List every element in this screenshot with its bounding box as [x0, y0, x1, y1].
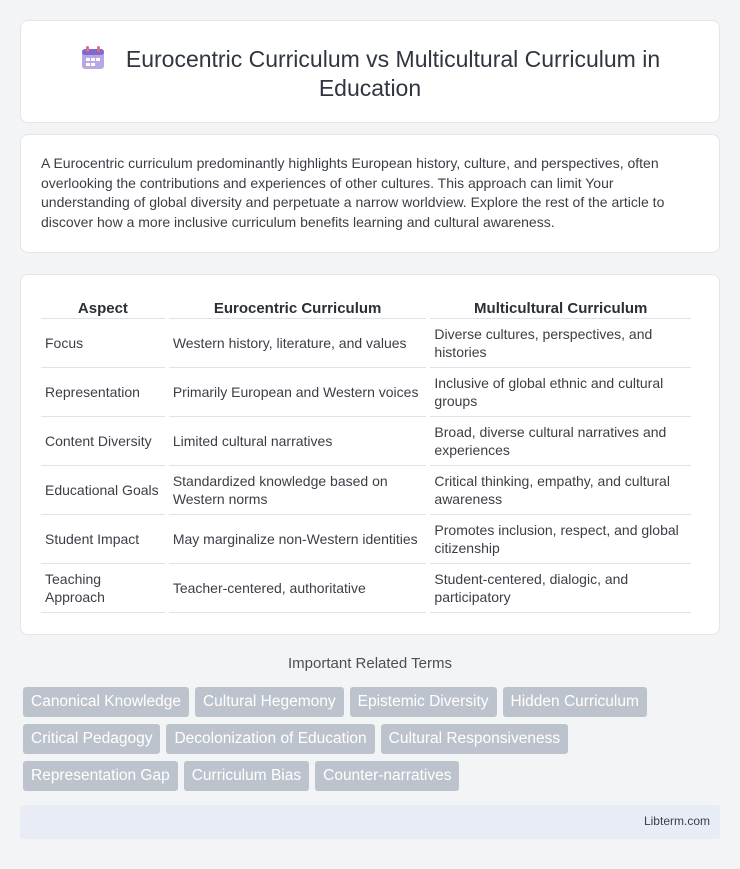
related-term-tag[interactable]: Cultural Responsiveness [381, 724, 568, 754]
column-header-aspect: Aspect [41, 295, 165, 319]
calendar-icon [80, 45, 106, 71]
intro-paragraph: A Eurocentric curriculum predominantly highlights European history, culture, and perspectives, often overlooking the contributions and experiences of other cultures. This approach can limit Your understanding of global diversity and perpetuate a narrow worldview. Explore the rest of the article to discover how a more inclusive curriculum benefits learning and cultural awareness. [41, 155, 665, 230]
related-terms-row [23, 724, 703, 754]
comparison-table-card [20, 274, 720, 635]
table-row [41, 515, 691, 564]
related-terms-row [23, 761, 703, 791]
table-row [41, 368, 691, 417]
table-cell-multicultural: Student-centered, dialogic, and participatory [430, 564, 691, 613]
table-cell-aspect: Student Impact [41, 515, 165, 564]
related-term-tag[interactable]: Hidden Curriculum [503, 687, 647, 717]
table-cell-multicultural: Diverse cultures, perspectives, and histories [430, 319, 691, 368]
table-cell-aspect: Focus [41, 319, 165, 368]
table-cell-aspect: Educational Goals [41, 466, 165, 515]
related-term-tag[interactable]: Epistemic Diversity [350, 687, 497, 717]
table-cell-aspect: Teaching Approach [41, 564, 165, 613]
table-cell-eurocentric: May marginalize non-Western identities [169, 515, 427, 564]
table-row [41, 319, 691, 368]
page-title-text: Eurocentric Curriculum vs Multicultural Curriculum in Education [125, 46, 661, 101]
column-header-multicultural: Multicultural Curriculum [430, 295, 691, 319]
related-terms-list [23, 687, 703, 798]
footer [20, 805, 720, 839]
table-cell-eurocentric: Standardized knowledge based on Western norms [169, 466, 427, 515]
related-term-tag[interactable]: Representation Gap [23, 761, 178, 791]
table-cell-eurocentric: Teacher-centered, authoritative [169, 564, 427, 613]
related-term-tag[interactable]: Counter-narratives [315, 761, 459, 791]
table-cell-eurocentric: Western history, literature, and values [169, 319, 427, 368]
table-cell-aspect: Content Diversity [41, 417, 165, 466]
table-header-row [41, 295, 691, 319]
table-cell-aspect: Representation [41, 368, 165, 417]
related-term-tag[interactable]: Curriculum Bias [184, 761, 309, 791]
comparison-table [37, 295, 695, 613]
page-title [21, 45, 719, 103]
related-terms-heading: Important Related Terms [288, 655, 452, 672]
table-row [41, 417, 691, 466]
related-terms-row [23, 687, 703, 717]
table-row [41, 564, 691, 613]
related-term-tag[interactable]: Decolonization of Education [166, 724, 374, 754]
table-row [41, 466, 691, 515]
related-term-tag[interactable]: Canonical Knowledge [23, 687, 189, 717]
table-cell-multicultural: Critical thinking, empathy, and cultural awareness [430, 466, 691, 515]
intro-card [20, 134, 720, 253]
related-term-tag[interactable]: Cultural Hegemony [195, 687, 344, 717]
table-cell-eurocentric: Limited cultural narratives [169, 417, 427, 466]
column-header-eurocentric: Eurocentric Curriculum [169, 295, 427, 319]
table-cell-multicultural: Promotes inclusion, respect, and global citizenship [430, 515, 691, 564]
footer-site-link[interactable]: Libterm.com [643, 814, 710, 828]
title-card [20, 20, 720, 123]
related-term-tag[interactable]: Critical Pedagogy [23, 724, 160, 754]
table-cell-multicultural: Inclusive of global ethnic and cultural groups [430, 368, 691, 417]
table-cell-eurocentric: Primarily European and Western voices [169, 368, 427, 417]
table-cell-multicultural: Broad, diverse cultural narratives and experiences [430, 417, 691, 466]
